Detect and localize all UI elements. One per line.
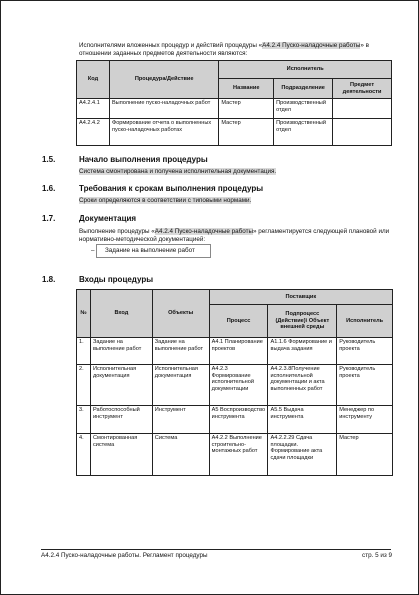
col-header-code: Код [77,61,110,99]
intro-paragraph [79,42,391,58]
executors-table [76,60,392,146]
table-row [77,365,393,406]
table-row [77,406,393,434]
cell-procedure: Выполнение пуско-наладочных работ [109,99,218,119]
cell-subject [333,99,392,119]
cell-objects: Исполнительная документация [152,365,209,406]
cell-name: Мастер [219,119,274,146]
doc-procedure-link[interactable]: А4.2.4 Пуско-наладочные работы [154,228,253,235]
section-number: 1.6. [42,184,56,193]
cell-subject [333,119,392,146]
col-header-subprocess: Подпроцесс (Действие)\ Объект внешней среды [268,305,337,338]
cell-procedure: Формирование отчета о выполненных пуско-наладочных работах [109,119,218,146]
cell-objects: Инструмент [152,406,209,434]
cell-process: А4.2.2 Выполнение строительно-монтажных работ [209,434,268,476]
section-text-1-7 [79,228,391,244]
section-text-1-6 [79,197,391,205]
section-heading-1-5 [42,155,208,165]
cell-executor: Мастер [337,434,393,476]
intro-procedure-link[interactable]: А4.2.4 Пуско-наладочные работы [262,42,361,49]
list-dash: – [91,247,95,254]
col-header-name: Название [219,79,274,99]
cell-name: Мастер [219,99,274,119]
col-header-supplier: Поставщик [209,290,392,305]
cell-process: А4.1 Планирование проектов [209,338,268,365]
doc-text-before: Выполнение процедуры « [79,228,155,235]
footer-title: А4.2.4 Пуско-наладочные работы. Регламент процедуры [41,552,208,559]
footer-page-number: стр. 5 из 9 [362,552,392,559]
col-header-input: Вход [90,290,152,338]
col-header-executor: Исполнитель [219,61,392,79]
doc-item-field-frame [96,244,211,258]
cell-no: 3. [77,406,91,434]
col-header-objects: Объекты [152,290,209,338]
section-title: Документация [79,214,137,223]
section-title: Требования к срокам выполнения процедуры [79,184,264,193]
col-header-division: Подразделение [274,79,333,99]
cell-input: Исполнительная документация [90,365,152,406]
cell-input: Задание на выполнение работ [90,338,152,365]
table-row [77,99,392,119]
cell-executor: Менеджер по инструменту [337,406,393,434]
doc-item-text: Задание на выполнение работ [105,247,195,254]
cell-subprocess: А4.2.2.29 Сдача площадки. Формирование акта сдачи площадки [268,434,337,476]
col-header-subject: Предмет деятельности [333,79,392,99]
cell-code: А4.2.4.2 [77,119,110,146]
doc-text-after: » регламентируется следующей плановой или нормативно-методической документацией: [79,228,390,243]
cell-division: Производственный отдел [274,99,333,119]
section-heading-1-6 [42,184,263,194]
col-header-procedure: Процедура/Действие [109,61,218,99]
cell-no: 1. [77,338,91,365]
cell-process: А4.2.3 Формирование исполнительной документации [209,365,268,406]
cell-subprocess: А4.2.3.8Получение исполнительной документации и акта выполненных работ [268,365,337,406]
section-number: 1.8. [42,275,56,284]
start-condition-text: Система смонтирована и получена исполнительная документация. [79,168,277,175]
cell-division: Производственный отдел [274,119,333,146]
cell-code: А4.2.4.1 [77,99,110,119]
intro-text-after: » в отношении заданных предметов деятельности являются: [79,42,370,57]
inputs-table [76,289,393,476]
cell-no: 2. [77,365,91,406]
section-text-1-5 [79,168,391,176]
intro-text-before: Исполнителями вложенных процедур и действий процедуры « [79,42,263,49]
footer-divider [41,549,391,550]
cell-executor: Руководитель проекта [337,338,393,365]
cell-objects: Система [152,434,209,476]
section-title: Начало выполнения процедуры [79,155,208,164]
cell-executor: Руководитель проекта [337,365,393,406]
section-number: 1.7. [42,214,56,223]
table-row [77,119,392,146]
section-heading-1-8 [42,275,153,285]
cell-subprocess: А1.1.6 Формирование и выдача задания [268,338,337,365]
cell-input: Смонтированная система [90,434,152,476]
section-number: 1.5. [42,155,56,164]
table-row [77,338,393,365]
deadline-text: Сроки определяются в соответствии с типовыми нормами. [79,197,252,204]
cell-input: Работоспособный инструмент [90,406,152,434]
col-header-process: Процесс [209,305,268,338]
cell-objects: Задание на выполнение работ [152,338,209,365]
cell-no: 4. [77,434,91,476]
col-header-no: № [77,290,91,338]
cell-process: А5 Воспроизводство инструмента [209,406,268,434]
section-title: Входы процедуры [79,275,154,284]
col-header-executor: Исполнитель [337,305,393,338]
cell-subprocess: А5.5 Выдача инструмента [268,406,337,434]
section-heading-1-7 [42,214,136,224]
table-row [77,434,393,476]
